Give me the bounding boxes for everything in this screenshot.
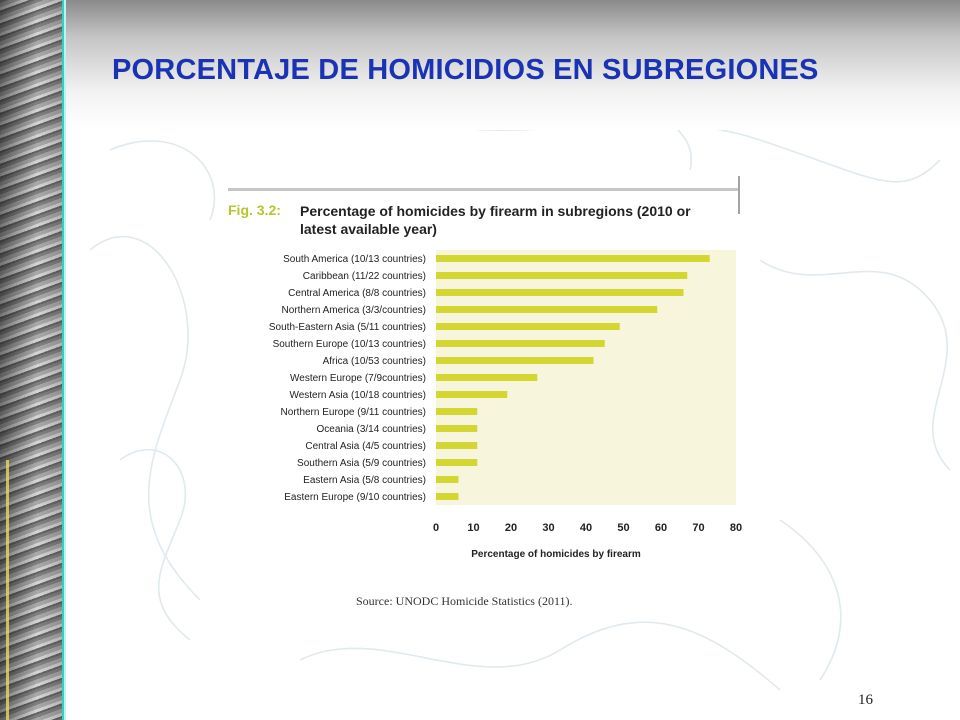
category-label: South-Eastern Asia (5/11 countries) [268, 322, 426, 333]
bar [436, 408, 477, 415]
bar [436, 476, 459, 483]
category-label: Northern America (3/3/countries) [281, 305, 426, 316]
strip-shading [0, 0, 62, 720]
figure-source: Source: UNODC Homicide Statistics (2011). [356, 594, 573, 608]
x-tick-label: 30 [542, 522, 555, 534]
slide-title: PORCENTAJE DE HOMICIDIOS EN SUBREGIONES [112, 54, 819, 86]
category-label: Central America (8/8 countries) [288, 288, 426, 299]
bar-chart [228, 172, 748, 582]
bar [436, 391, 507, 398]
bar [436, 459, 477, 466]
x-tick-label: 70 [692, 522, 705, 534]
chart-figure [228, 172, 748, 612]
page-number: 16 [858, 692, 873, 708]
strip-highlight-line [6, 460, 9, 720]
bar [436, 340, 605, 347]
bar [436, 306, 657, 313]
bar [436, 493, 459, 500]
x-tick-label: 40 [579, 522, 593, 534]
category-label: Central Asia (4/5 countries) [305, 441, 426, 452]
x-axis-label: Percentage of homicides by firearm [471, 549, 641, 560]
category-label: Eastern Asia (5/8 countries) [303, 475, 426, 486]
figure-title: Percentage of homicides by firearm in subregions (2010 or latest available year) [300, 203, 691, 237]
category-label: Eastern Europe (9/10 countries) [284, 492, 426, 503]
x-tick-label: 20 [504, 522, 518, 534]
bar [436, 374, 537, 381]
x-tick-label: 50 [617, 522, 630, 534]
category-label: Western Asia (10/18 countries) [289, 390, 426, 401]
figure-number: Fig. 3.2: [228, 202, 281, 218]
category-label: Southern Asia (5/9 countries) [297, 458, 426, 469]
bar [436, 255, 710, 262]
x-tick-label: 0 [432, 522, 440, 534]
x-tick-label: 80 [729, 522, 743, 534]
bar [436, 442, 477, 449]
decorative-map-strip [0, 0, 64, 720]
x-tick-label: 10 [467, 522, 480, 534]
category-label: Caribbean (11/22 countries) [302, 271, 426, 282]
category-label: Africa (10/53 countries) [322, 356, 426, 367]
category-label: Oceania (3/14 countries) [316, 424, 426, 435]
category-label: Southern Europe (10/13 countries) [272, 339, 426, 350]
bar [436, 357, 594, 364]
bar [436, 272, 687, 279]
category-label: Northern Europe (9/11 countries) [280, 407, 426, 418]
bar [436, 425, 477, 432]
x-tick-label: 60 [654, 522, 668, 534]
bar [436, 289, 684, 296]
bar [436, 323, 620, 330]
category-label: Western Europe (7/9countries) [290, 373, 426, 384]
category-label: South America (10/13 countries) [283, 254, 426, 265]
